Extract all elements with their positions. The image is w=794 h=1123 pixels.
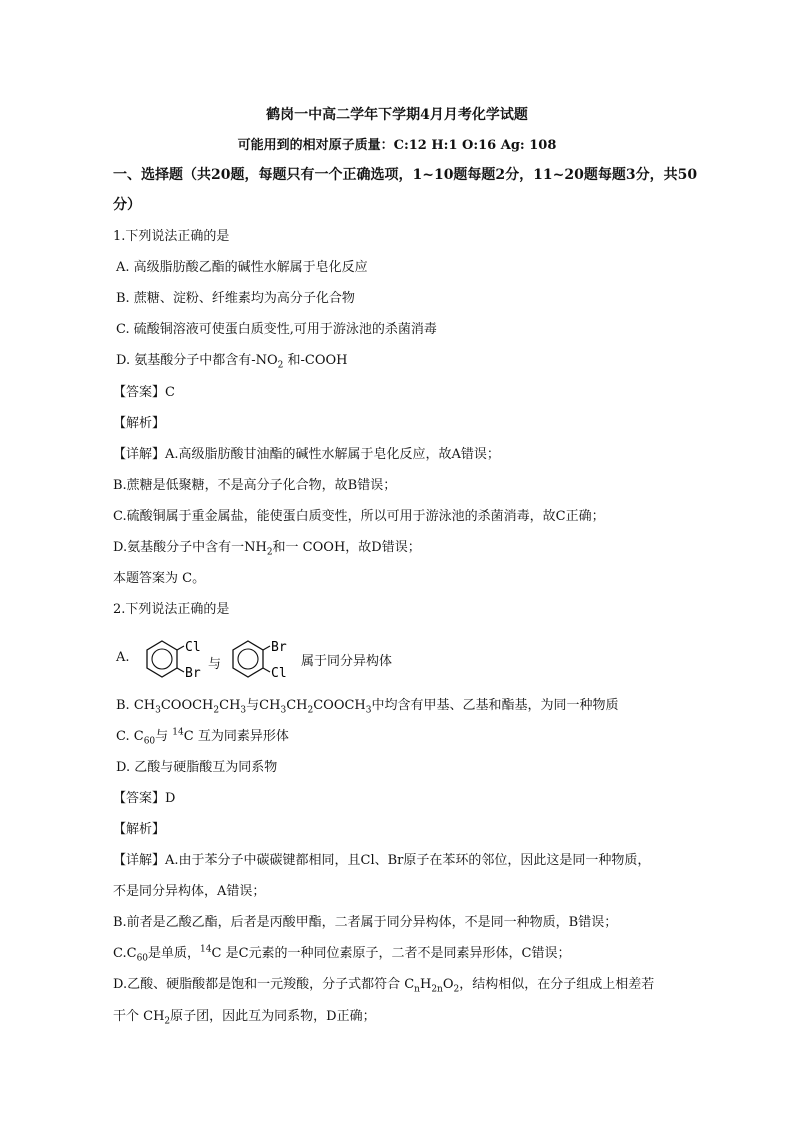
q2-b-sub: 2	[213, 705, 220, 716]
q1-explain-c: C.硫酸铜属于重金属盐，能使蛋白质变性，所以可用于游泳池的杀菌消毒，故C正确；	[113, 509, 605, 524]
q2-exp-d-part: D.乙酸、硬脂酸都是饱和一元羧酸，分子式都符合 C	[113, 977, 415, 992]
q2-detail-line1: 【详解】A.由于苯分子中碳碳键都相同，且Cl、Br原子在苯环的邻位，因此这是同一种物质，	[113, 853, 651, 868]
q2-c-sup: 14	[172, 727, 184, 738]
q1-option-d-text-end: 和-COOH	[283, 353, 348, 368]
q2-exp-d-part: H	[419, 977, 432, 992]
q1-analysis-label: 【解析】	[113, 416, 166, 431]
q2-b-part: COOCH	[313, 698, 366, 713]
q1-answer: 【答案】C	[113, 385, 175, 400]
q2-option-c	[116, 728, 701, 746]
q2-b-sub: 2	[307, 705, 314, 716]
mol2-bottom-label: Cl	[271, 666, 287, 681]
q2-b-sub: 3	[240, 705, 247, 716]
q2-c-part: C 互为同素异形体	[183, 729, 289, 744]
q2-exp-d-sub: 2	[453, 984, 460, 995]
q2-option-b	[116, 697, 701, 715]
q2-explain-d-line2	[113, 1008, 698, 1026]
atomic-mass-line: 可能用到的相对原子质量：C:12 H:1 O:16 Ag: 108	[237, 138, 557, 153]
q2-option-a-label: A.	[116, 650, 130, 665]
q2-explain-c	[113, 945, 698, 963]
q2-b-part: 与CH	[246, 698, 281, 713]
q2-b-part: 中均含有甲基、乙基和酯基，为同一种物质	[371, 698, 619, 713]
q1-explain-b: B.蔗糖是低聚糖，不是高分子化合物，故B错误；	[113, 478, 397, 493]
q1-option-a: A. 高级脂肪酸乙酯的碱性水解属于皂化反应	[116, 260, 368, 275]
q2-exp-c-part: C 是C元素的一种同位素原子，二者不是同素异形体，C错误；	[211, 946, 571, 961]
mol1-bottom-label: Br	[185, 666, 201, 681]
q2-answer: 【答案】D	[113, 791, 176, 806]
q1-option-d	[116, 352, 701, 370]
benzene-structure-2	[228, 637, 298, 681]
q1-stem: 1.下列说法正确的是	[113, 229, 230, 244]
q2-detail-line2: 不是同分异构体，A错误；	[113, 884, 266, 899]
q2-option-a-with: 与	[208, 657, 222, 672]
mol1-top-label: Cl	[185, 640, 201, 655]
q2-b-part: CH	[219, 698, 241, 713]
section-heading-line1: 一、选择题（共20题，每题只有一个正确选项，1~10题每题2分，11~20题每题3分，共50	[113, 167, 698, 183]
exam-title: 鹤岗一中高二学年下学期4月月考化学试题	[266, 107, 528, 123]
q2-exp-d2-part: 干个 CH	[113, 1009, 165, 1024]
q1-explain-d	[113, 539, 698, 557]
q2-c-part: 与	[155, 729, 173, 744]
q2-exp-d-part: O	[442, 977, 454, 992]
q2-exp-d-part: ，结构相似，在分子组成上相差若	[459, 977, 655, 992]
q2-explain-b: B.前者是乙酸乙酯，后者是丙酸甲酯，二者属于同分异构体，不是同一种物质，B错误；	[113, 915, 618, 930]
section-heading-line2: 分）	[113, 197, 141, 213]
q1-explain-d-sub: 2	[266, 547, 273, 558]
q1-explain-d-text: D.氨基酸分子中含有一NH	[113, 540, 267, 555]
q1-detail: 【详解】A.高级脂肪酸甘油酯的碱性水解属于皂化反应，故A错误；	[113, 447, 500, 462]
q2-exp-c-part: C.C	[113, 946, 137, 961]
q2-exp-c-sup: 14	[200, 944, 212, 955]
q2-exp-d2-part: 原子团，因此互为同系物，D正确；	[170, 1009, 376, 1024]
q2-exp-c-part: 是单质，	[148, 946, 201, 961]
q2-c-sub: 60	[143, 736, 156, 747]
q2-exp-d-sub: n	[414, 984, 420, 995]
q1-option-b: B. 蔗糖、淀粉、纤维素均为高分子化合物	[116, 291, 355, 306]
q2-option-d: D. 乙酸与硬脂酸互为同系物	[116, 760, 278, 775]
q2-b-part: B. CH	[116, 698, 156, 713]
q2-exp-d-sub: 2n	[431, 984, 443, 995]
benzene-structure-1	[142, 637, 208, 681]
q2-b-part: COOCH	[160, 698, 214, 713]
q1-explain-d-text-end: 和一 COOH，故D错误；	[272, 540, 421, 555]
q2-c-part: C. C	[116, 729, 144, 744]
q2-analysis-label: 【解析】	[113, 822, 166, 837]
q2-option-a	[116, 637, 616, 681]
q2-exp-c-sub: 60	[136, 953, 149, 964]
q1-option-d-sub: 2	[277, 360, 284, 371]
q2-b-sub: 3	[365, 705, 372, 716]
q1-option-c: C. 硫酸铜溶液可使蛋白质变性,可用于游泳池的杀菌消毒	[116, 322, 437, 337]
q2-b-sub: 3	[280, 705, 287, 716]
q1-conclusion: 本题答案为 C。	[113, 571, 206, 586]
q2-stem: 2.下列说法正确的是	[113, 602, 230, 617]
q2-exp-d2-sub: 2	[164, 1016, 171, 1027]
q2-explain-d-line1	[113, 976, 698, 994]
mol2-top-label: Br	[271, 640, 287, 655]
q2-option-a-desc: 属于同分异构体	[301, 654, 393, 669]
q1-option-d-text: D. 氨基酸分子中都含有-NO	[116, 353, 278, 368]
q2-b-part: CH	[286, 698, 308, 713]
q2-b-sub: 3	[155, 705, 161, 716]
